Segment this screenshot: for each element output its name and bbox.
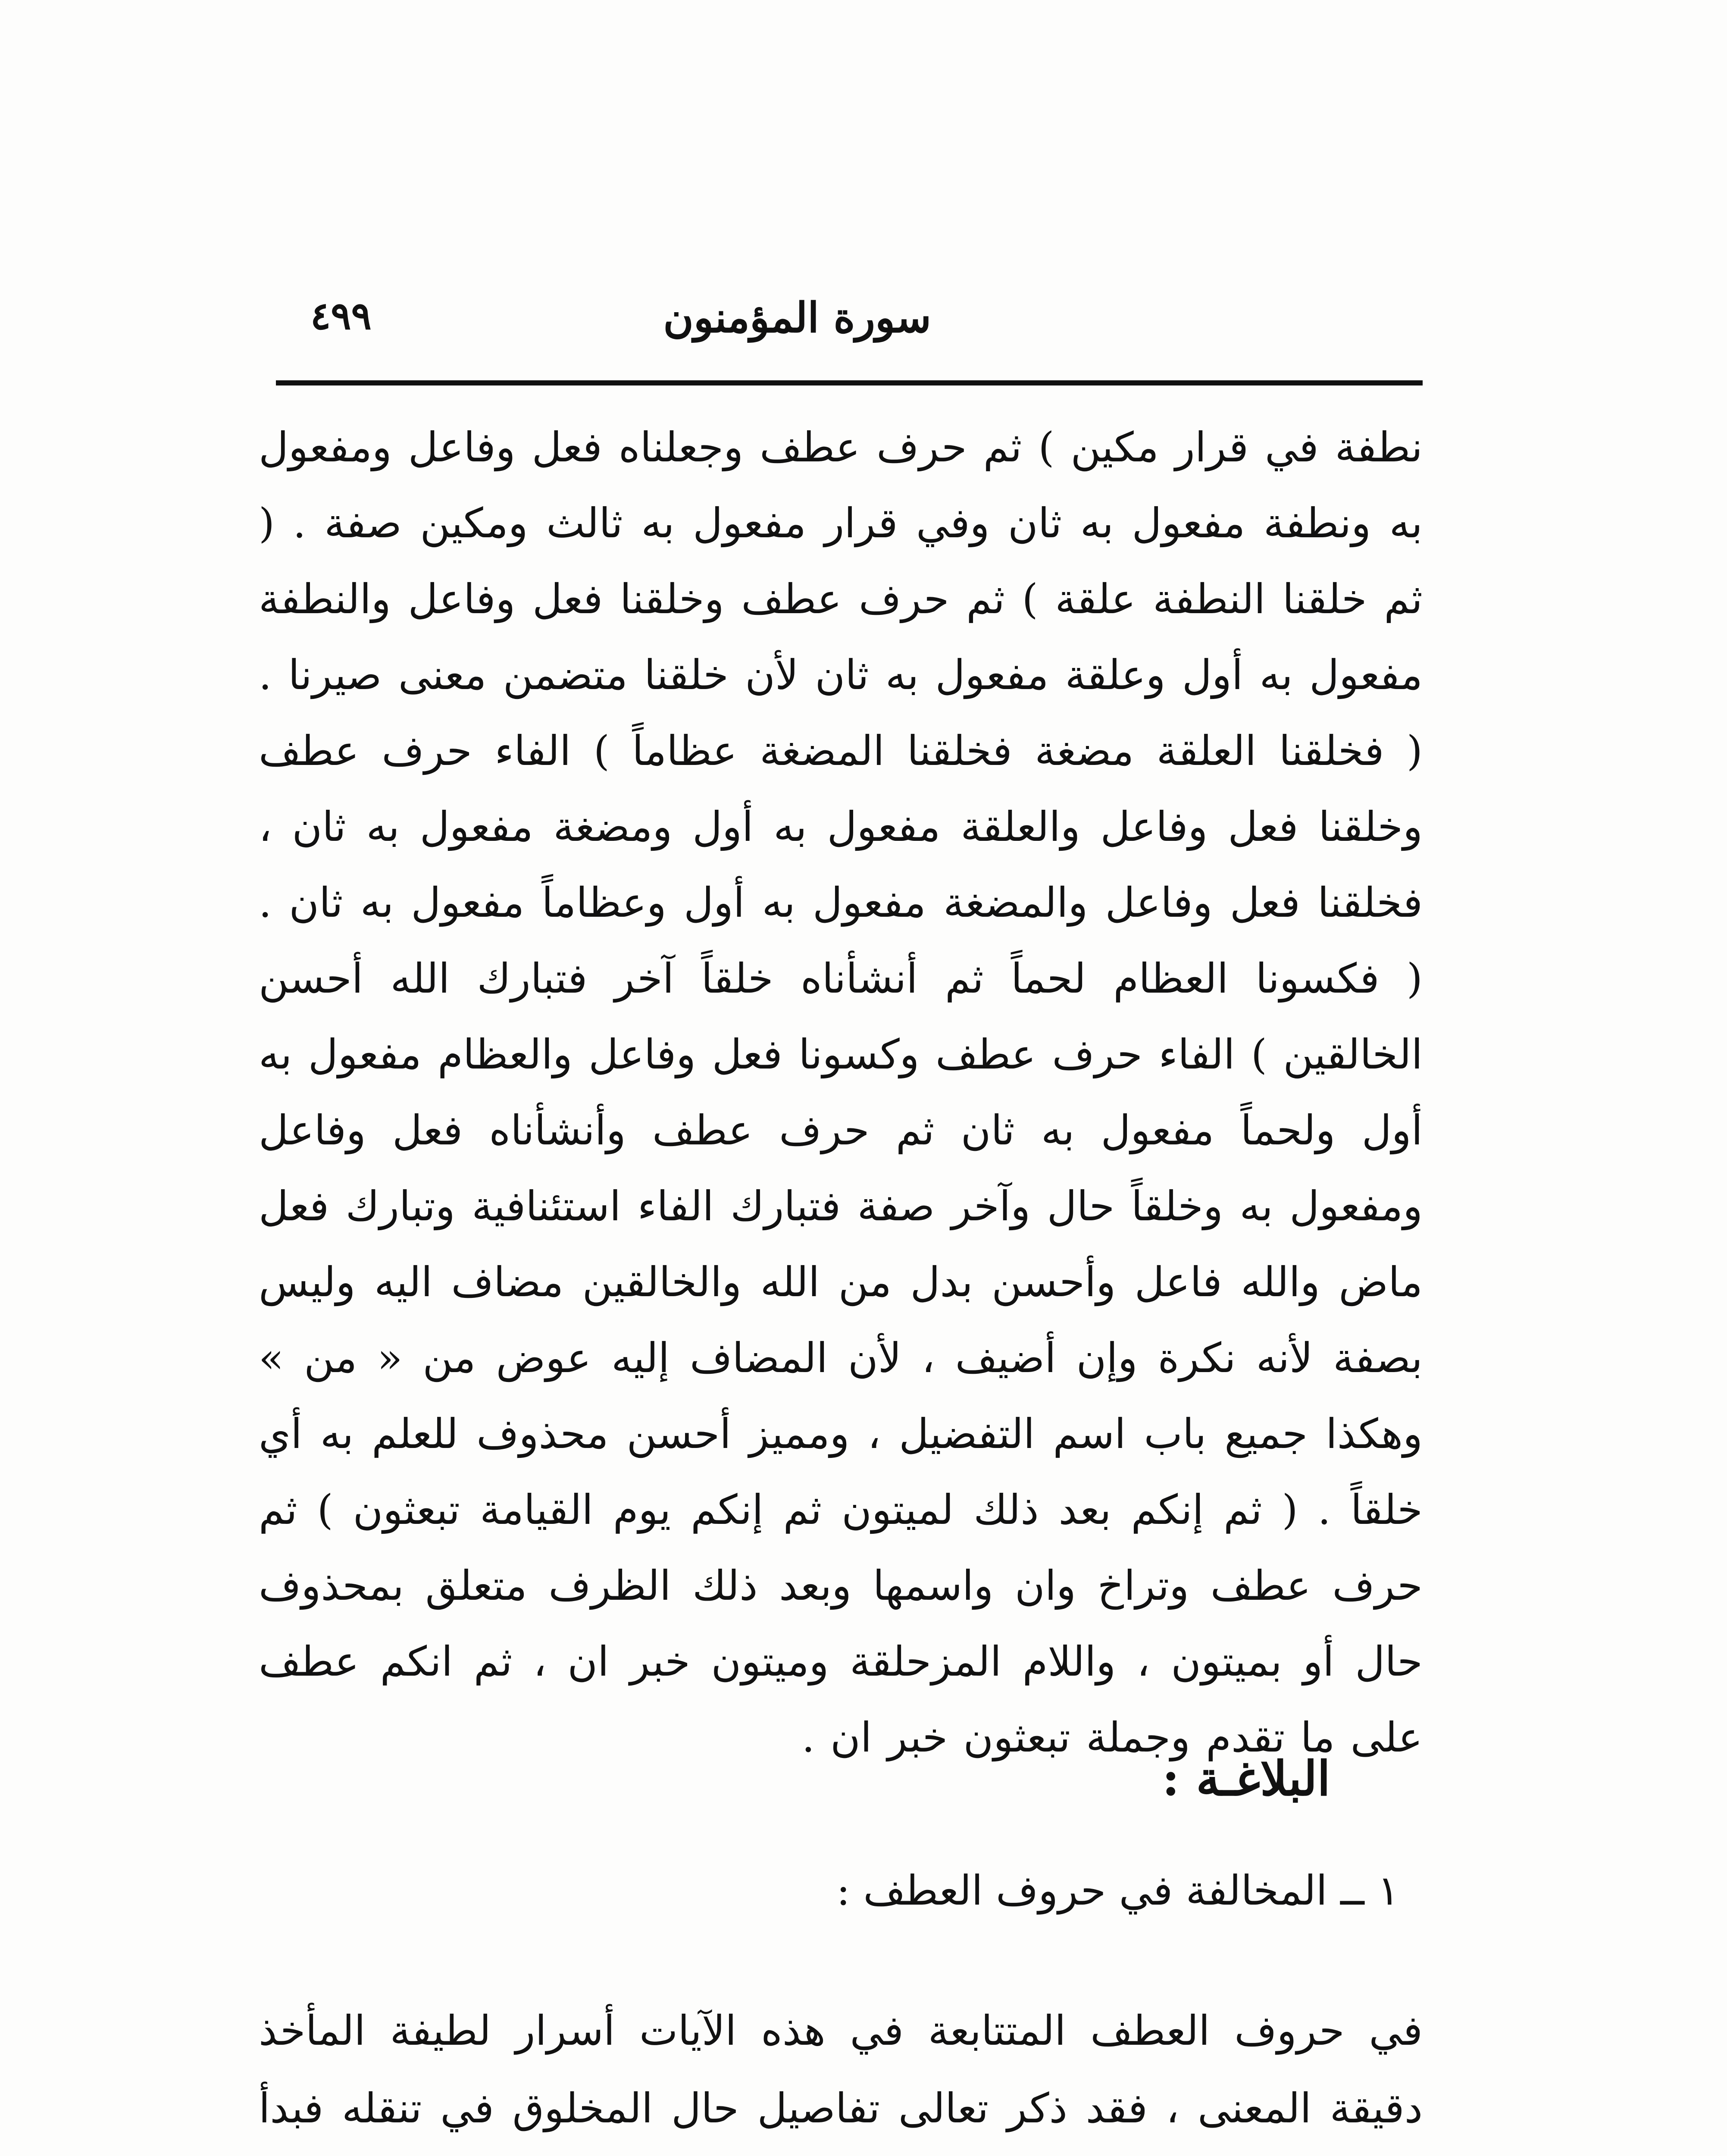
sub-heading-conjunctions: ١ ــ المخالفة في حروف العطف :	[836, 1867, 1399, 1915]
page-header	[276, 276, 1423, 371]
paragraph-balagha: في حروف العطف المتتابعة في هذه الآيات أسرار لطيفة المأخذ دقيقة المعنى ، فقد ذكر تعالى تفاصيل حال المخلوق في تنقله فبدأ	[259, 2007, 1423, 2132]
page-number: ٤٩٩	[310, 293, 372, 338]
header-divider	[276, 380, 1423, 385]
section-heading-balagha: البلاغـة :	[1162, 1751, 1330, 1806]
main-text	[259, 410, 1423, 1776]
paragraph-grammar: نطفة في قرار مكين ) ثم حرف عطف وجعلناه فعل وفاعل ومفعول به ونطفة مفعول به ثان وفي قرار مفعول به ثالث ومكين صفة . ( ثم خلقنا النطفة علقة ) ثم حرف عطف وخلقنا فعل وفاعل والنطفة مفعول به أول وعلقة مفعول به ثان لأن خلقنا متضمن معنى صيرنا . ( فخلقنا العلقة مضغة فخلقنا المضغة عظاماً ) الفاء حرف عطف وخلقنا فعل وفاعل والعلقة مفعول به أول ومضغة مفعول به ثان ، فخلقنا فعل وفاعل والمضغة مفعول به أول وعظاماً مفعول به ثان . ( فكسونا العظام لحماً ثم أنشأناه خلقاً آخر فتبارك الله أحسن الخالقين ) الفاء حرف عطف وكسونا فعل وفاعل والعظام مفعول به أول ولحماً مفعول به ثان ثم حرف عطف وأنشأناه فعل وفاعل ومفعول به وخلقاً حال وآخر صفة فتبارك الفاء استئنافية وتبارك فعل ماض والله فاعل وأحسن بدل من الله والخالقين مضاف اليه وليس بصفة لأنه نكرة وإن أضيف ، لأن المضاف إليه عوض من « من » وهكذا جميع باب اسم التفضيل ، ومميز أحسن محذوف للعلم به أي خلقاً . ( ثم إنكم بعد ذلك لميتون ثم إنكم يوم القيامة تبعثون ) ثم حرف عطف وتراخ وان واسمها وبعد ذلك الظرف متعلق بمحذوف حال أو بميتون ، واللام المزحلقة وميتون خبر ان ، ثم انكم عطف على ما تقدم وجملة تبعثون خبر ان .	[259, 424, 1423, 1761]
page-title: سورة المؤمنون	[663, 293, 931, 342]
